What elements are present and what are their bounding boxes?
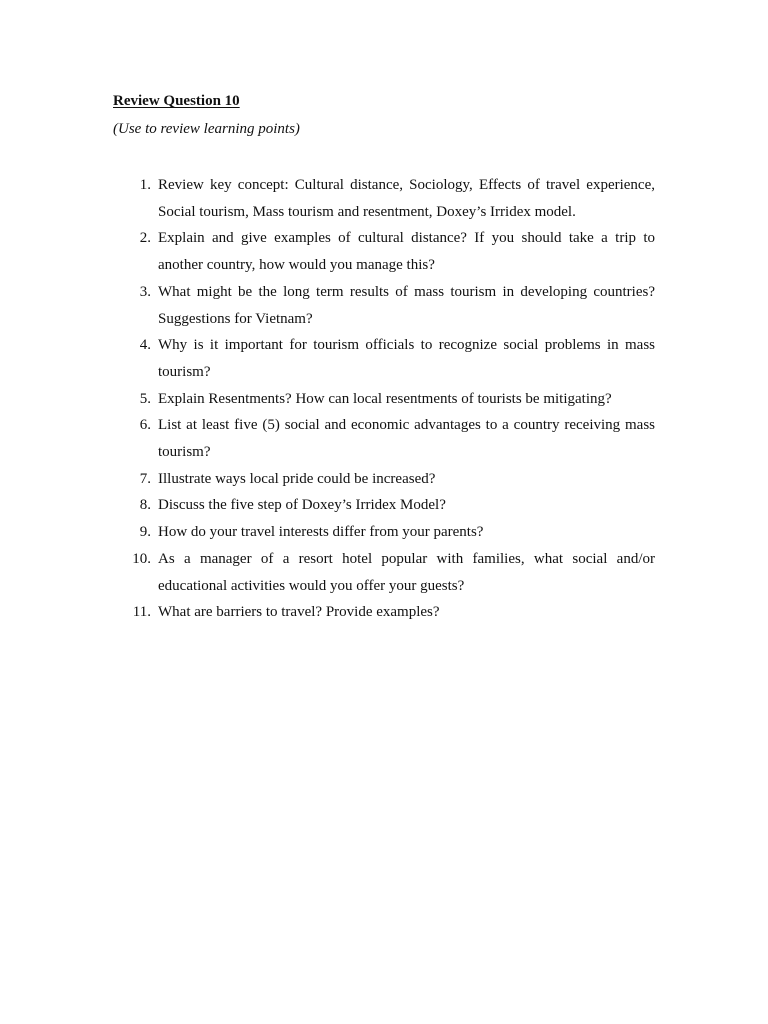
- question-list: [125, 172, 655, 626]
- question-item: [125, 492, 655, 519]
- question-text: Explain Resentments? How can local resentments of tourists be mitigating?: [158, 390, 612, 407]
- question-item: [125, 332, 655, 385]
- question-text: Why is it important for tourism officials to recognize social problems in mass tourism?: [158, 337, 655, 380]
- question-item: [125, 519, 655, 546]
- question-number: 6.: [139, 417, 151, 434]
- question-item: [125, 225, 655, 278]
- question-item: [125, 466, 655, 493]
- question-text: List at least five (5) social and economic advantages to a country receiving mass tourism?: [158, 417, 655, 461]
- question-item: [125, 546, 655, 599]
- document-subtitle: (Use to review learning points): [113, 121, 300, 137]
- question-item: [125, 172, 655, 225]
- question-text: Discuss the five step of Doxey’s Irridex Model?: [158, 497, 446, 514]
- document-title: Review Question 10: [113, 93, 240, 109]
- question-number: 4.: [139, 337, 151, 354]
- question-text: What might be the long term results of mass tourism in developing countries? Suggestions for Vietnam?: [158, 283, 655, 327]
- question-number: 1.: [139, 177, 151, 193]
- question-item: [125, 279, 655, 332]
- question-text: As a manager of a resort hotel popular with families, what social and/or educational activities would you offer your guests?: [158, 550, 655, 594]
- question-number: 8.: [139, 497, 151, 514]
- question-text: Explain and give examples of cultural distance? If you should take a trip to another country, how would you manage this?: [158, 230, 655, 274]
- question-number: 3.: [139, 283, 151, 300]
- question-number: 5.: [139, 390, 151, 407]
- question-text: What are barriers to travel? Provide examples?: [158, 604, 440, 621]
- question-item: [125, 386, 655, 413]
- question-item: [125, 412, 655, 465]
- question-item: [125, 599, 655, 626]
- question-text: How do your travel interests differ from your parents?: [158, 524, 484, 541]
- question-number: 9.: [139, 524, 151, 541]
- question-number: 11.: [132, 604, 151, 621]
- question-text: Illustrate ways local pride could be increased?: [158, 470, 436, 487]
- question-number: 10.: [132, 550, 151, 567]
- question-text: Review key concept: Cultural distance, Sociology, Effects of travel experience, Social tourism, Mass tourism and resentment, Doxey’s Irridex model.: [158, 177, 655, 220]
- question-number: 7.: [139, 470, 151, 487]
- question-number: 2.: [139, 230, 151, 247]
